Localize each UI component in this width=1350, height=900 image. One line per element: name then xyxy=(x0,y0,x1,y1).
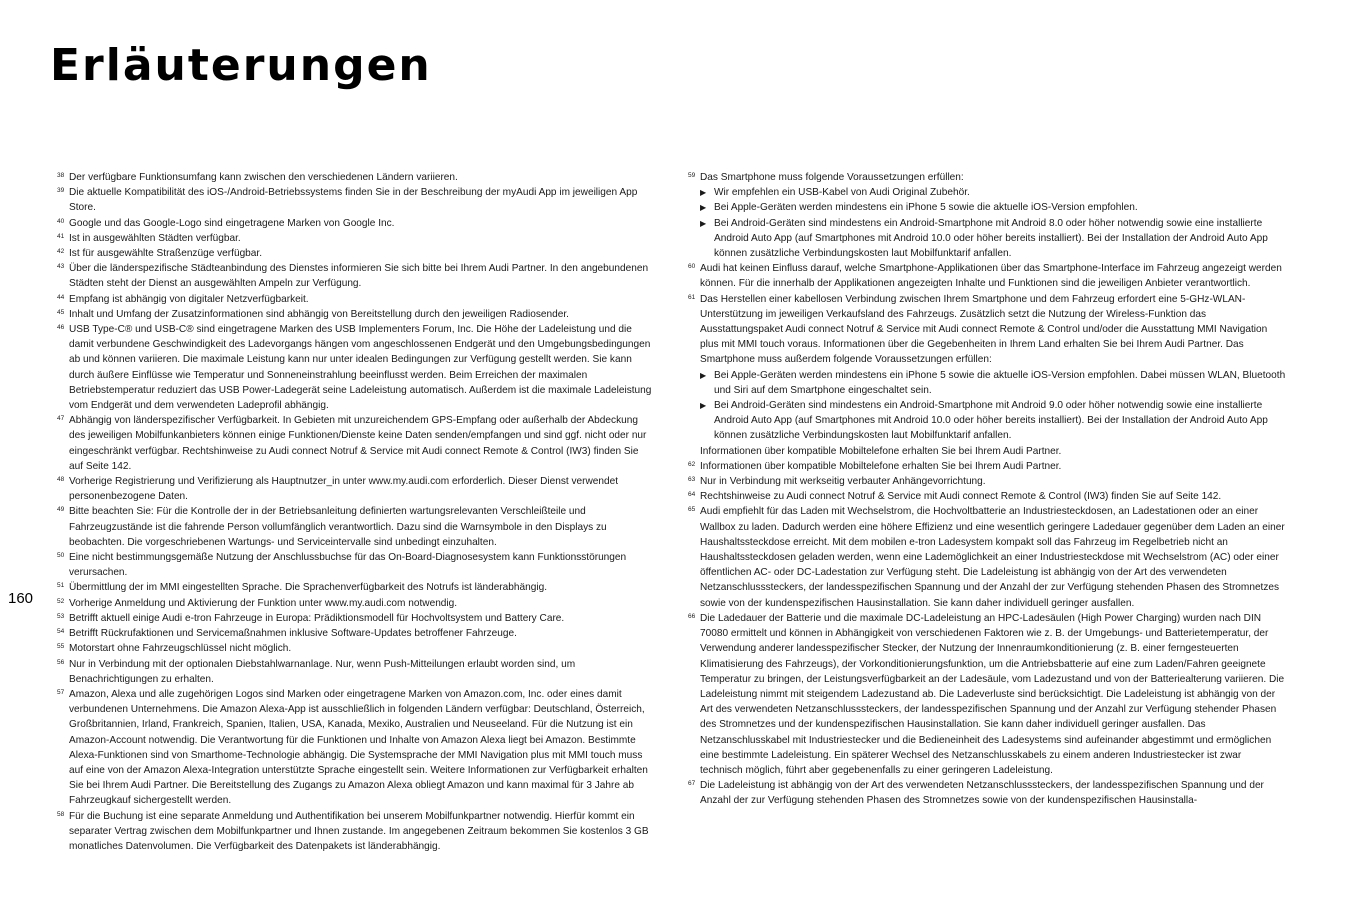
footnote-number: 63 xyxy=(688,476,696,484)
footnote xyxy=(688,261,1286,291)
arrow-bullet-icon: ▶ xyxy=(700,401,707,411)
footnote xyxy=(57,307,652,322)
footnote xyxy=(57,687,652,809)
footnote-text: Eine nicht bestimmungsgemäße Nutzung der Anschlussbuchse für das On-Board-Diagnosesystem kann Funktionsstörungen verursachen. xyxy=(69,552,627,579)
bullet-item xyxy=(700,200,1286,215)
footnote-number: 62 xyxy=(688,460,696,468)
footnote-text: USB Type-C® und USB-C® sind eingetragene Marken des USB Implementers Forum, Inc. Die Höhe der Ladeleistung und die damit verbundene Geschwindigkeit des Ladevorgangs hängen vom angeschlossenen Endgerät und den Umgebungsbedingungen ab und können variieren. Die maximale Leistung kann nur unter idealen Bedingungen zur Verfügung gestellt werden. Sie kann durch äußere Einflüsse wie Temperatur und Sonneneinstrahlung beeinflusst werden. Beim Erreichen der maximalen Betriebstemperatur reduziert das USB Power-Ladegerät seine Ladeleistung automatisch. Außerdem ist die maximale Ladeleistung vom Endgerät und dem verwendeten Ladeprofil abhängig. xyxy=(69,324,652,412)
footnote xyxy=(57,596,652,611)
footnote-number: 54 xyxy=(57,628,65,636)
footnote-number: 53 xyxy=(57,612,65,620)
page-number: 160 xyxy=(8,590,34,607)
footnote-number: 40 xyxy=(57,217,65,225)
footnote-number: 47 xyxy=(57,415,65,423)
footnote xyxy=(57,231,652,246)
footnote xyxy=(688,170,1286,261)
bullet-item xyxy=(700,368,1286,398)
footnote xyxy=(57,657,652,687)
bullet-item xyxy=(700,185,1286,200)
footnote xyxy=(57,292,652,307)
footnote-number: 38 xyxy=(57,172,65,179)
footnote xyxy=(688,489,1286,504)
footnote-text: Informationen über kompatible Mobiltelefone erhalten Sie bei Ihrem Audi Partner. xyxy=(700,460,1062,472)
footnote xyxy=(57,550,652,580)
footnote xyxy=(57,580,652,595)
footnote-number: 66 xyxy=(688,612,696,620)
footnote-text: Die Ladedauer der Batterie und die maximale DC-Ladeleistung an HPC-Ladesäulen (High Power Charging) wurden nach DIN 70080 ermittelt und können in Abhängigkeit von verschiedenen Faktoren wie z. B. der Umgebungs- und Batterietemperatur, der Verwendung anderer landesspezifischer Stecker, der Nutzung der Innenraumkonditionierung (z. B. einer ferngesteuerten Klimatisierung des Fahrzeugs), der Vorkonditionierungsfunktion, um die Antriebsbatterie auf eine zum Laden/Fahren geeignete Temperatur zu bringen, der Leistungsverfügbarkeit an der Ladesäule, vom Ladezustand und von der Batteriealterung variieren. Die Ladeleistung nimmt mit steigendem Ladezustand ab. Die Ladeverluste sind berücksichtigt. Die Ladeleistung ist abhängig von der Art des verwendeten Netzanschlusssteckers, der landesspezifischen Spannung und der Anzahl zur Verfügung stehender Phasen des Stromnetzes und der kundenspezifischen Hausinstallation. Sie kann daher individuell geringer ausfallen. Das Netzanschlusskabel mit Industriestecker und die Bedieneinheit des Ladesystems sind aufeinander abgestimmt und ermöglichen eine bestimmte Ladeleistung. Ein späterer Wechsel des Netzanschlusskabels zu einem anderen Industriestecker ist zwar technisch möglich, führt aber gegebenenfalls zu einer geringeren Ladeleistung. xyxy=(700,612,1285,776)
footnote xyxy=(57,641,652,656)
notes-column-left xyxy=(57,170,652,854)
footnote-text: Audi empfiehlt für das Laden mit Wechselstrom, die Hochvoltbatterie an Industriesteckdosen, an Ladestationen oder an einer Wallbox zu laden. Dadurch werden eine höhere Effizienz und eine wesentlich geringere Ladedauer gegenüber dem Laden an einer Haushaltssteckdose erreicht. Mit dem mobilen e-tron Ladesystem kompakt soll das Fahrzeug im Regelbetrieb nicht an Haushaltssteckdosen geladen werden, wenn eine Lademöglichkeit an einer Industriesteckdose mit Wechselstrom (AC) oder einer öffentlichen AC- oder DC-Ladestation zur Verfügung steht. Die Ladeleistung ist abhängig von der Art des verwendeten Netzanschlusssteckers, der landesspezifischen Spannung und der Anzahl der zur Verfügung stehenden Phasen des Stromnetzes sowie von der kundenspezifischen Hausinstallation. Sie kann daher individuell geringer ausfallen. xyxy=(700,506,1285,609)
footnote xyxy=(57,185,652,215)
footnote-text: Ist in ausgewählten Städten verfügbar. xyxy=(69,232,241,244)
footnote xyxy=(57,474,652,504)
notes-column-right xyxy=(688,170,1286,809)
footnote-number: 59 xyxy=(688,172,696,179)
footnote xyxy=(57,261,652,291)
footnote xyxy=(688,474,1286,489)
bullet-text: Bei Android-Geräten sind mindestens ein Android-Smartphone mit Android 8.0 oder höher notwendig sowie eine installierte Android Auto App (auf Smartphones mit Android 10.0 oder höher bereits installiert). Bei der Installation der Android Auto App können zusätzliche Verbindungskosten laut Mobilfunktarif anfallen. xyxy=(714,217,1268,260)
footnote-text: Empfang ist abhängig von digitaler Netzverfügbarkeit. xyxy=(69,293,309,305)
footnote-text: Amazon, Alexa und alle zugehörigen Logos sind Marken oder eingetragene Marken von Amazon.com, Inc. oder eines damit verbundenen Unternehmens. Die Amazon Alexa-App ist ausschließlich in folgenden Ländern verfügbar: Deutschland, Österreich, Großbritannien, Irland, Frankreich, Spanien, Italien, USA, Kanada, Mexiko, Australien und Neuseeland. Für die Nutzung ist ein Amazon-Account notwendig. Die Verantwortung für die Funktionen und Inhalte von Amazon Alexa liegt bei Amazon. Bestimmte Alexa-Funktionen sind von Smarthome-Technologie abhängig. Die Systemsprache der MMI Navigation plus mit MMI touch muss auf eine von der Amazon Alexa-Integration unterstützte Sprache eingestellt sein. Weitere Informationen zur Verfügbarkeit erhalten Sie bei Ihrem Audi Partner. Die Bereitstellung des Zugangs zu Amazon Alexa obliegt Amazon und kann maximal für 3 Jahre ab Fahrzeugkauf sichergestellt werden. xyxy=(69,688,648,807)
page-title: Erläuterungen xyxy=(50,40,432,91)
footnote-text: Audi hat keinen Einfluss darauf, welche Smartphone-Applikationen über das Smartphone-Interface im Fahrzeug angezeigt werden können. Für die innerhalb der Applikationen angezeigten Inhalte und Funktionen sind die jeweiligen Anbieter verantwortlich. xyxy=(700,263,1282,290)
footnote xyxy=(57,216,652,231)
footnote-text: Motorstart ohne Fahrzeugschlüssel nicht möglich. xyxy=(69,643,292,655)
footnote-text-continued: Informationen über kompatible Mobiltelefone erhalten Sie bei Ihrem Audi Partner. xyxy=(700,445,1062,457)
footnote-text: Google und das Google-Logo sind eingetragene Marken von Google Inc. xyxy=(69,217,395,229)
footnote-number: 61 xyxy=(688,293,696,301)
footnote-number: 42 xyxy=(57,248,65,256)
bullet-text: Bei Apple-Geräten werden mindestens ein iPhone 5 sowie die aktuelle iOS-Version empfohlen. xyxy=(714,202,1138,214)
footnote xyxy=(57,504,652,550)
arrow-bullet-icon: ▶ xyxy=(700,203,707,213)
footnote-text: Über die länderspezifische Städteanbindung des Dienstes informieren Sie sich bitte bei Ihrem Audi Partner. In den angebundenen Städten steht der Dienst an ausgewählten Ampeln zur Verfügung. xyxy=(69,263,649,290)
footnote-number: 56 xyxy=(57,658,65,666)
footnote-number: 57 xyxy=(57,688,65,696)
arrow-bullet-icon: ▶ xyxy=(700,218,707,228)
footnote-text: Nur in Verbindung mit werkseitig verbauter Anhängevorrichtung. xyxy=(700,476,986,488)
footnote-number: 52 xyxy=(57,597,65,605)
footnote-text: Abhängig von länderspezifischer Verfügbarkeit. In Gebieten mit unzureichendem GPS-Empfang oder außerhalb der Abdeckung des jeweiligen Mobilfunkanbieters können einige Funktionen/Dienste keine Daten senden/empfangen und sind ggf. nicht oder nur eingeschränkt verfügbar. Rechtshinweise zu Audi connect Notruf & Service mit Audi connect Remote & Control (IW3) finden Sie auf Seite 142. xyxy=(69,415,647,472)
footnote-number: 41 xyxy=(57,232,65,240)
footnote-text: Vorherige Anmeldung und Aktivierung der Funktion unter www.my.audi.com notwendig. xyxy=(69,597,458,609)
footnote xyxy=(688,611,1286,778)
footnote-text: Vorherige Registrierung und Verifizierung als Hauptnutzer_in unter www.my.audi.com erforderlich. Dieser Dienst verwendet personenbezogene Daten. xyxy=(69,476,619,503)
footnote xyxy=(57,809,652,855)
footnote-number: 45 xyxy=(57,308,65,316)
footnote-number: 46 xyxy=(57,324,65,332)
footnote-text: Der verfügbare Funktionsumfang kann zwischen den verschiedenen Ländern variieren. xyxy=(69,172,458,183)
footnote-number: 44 xyxy=(57,293,65,301)
arrow-bullet-icon: ▶ xyxy=(700,370,707,380)
footnote-number: 48 xyxy=(57,476,65,484)
footnote-text: Die Ladeleistung ist abhängig von der Art des verwendeten Netzanschlusssteckers, der landesspezifischen Spannung und der Anzahl der zur Verfügung stehenden Phasen des Stromnetzes sowie von der kundenspezifischen Hausinstalla- xyxy=(700,780,1264,807)
footnote-text: Bitte beachten Sie: Für die Kontrolle der in der Betriebsanleitung definierten wartungsrelevanten Verschleißteile und Fahrzeugzustände ist die fahrende Person vollumfänglich verantwortlich. Dazu sind die Warnsymbole in den Displays zu beobachten. Die vorgeschriebenen Wartungs- und Serviceintervalle sind unbedingt einzuhalten. xyxy=(69,506,607,548)
footnote-number: 55 xyxy=(57,643,65,651)
footnote xyxy=(57,170,652,185)
footnote-number: 60 xyxy=(688,263,696,271)
footnote-text: Rechtshinweise zu Audi connect Notruf & Service mit Audi connect Remote & Control (IW3) finden Sie auf Seite 142. xyxy=(700,491,1222,503)
footnote xyxy=(688,778,1286,808)
footnote-number: 65 xyxy=(688,506,696,514)
footnote xyxy=(57,246,652,261)
footnote-number: 64 xyxy=(688,491,696,499)
footnote-text: Das Herstellen einer kabellosen Verbindung zwischen Ihrem Smartphone und dem Fahrzeug erfordert eine 5-GHz-WLAN-Unterstützung im jeweiligen Verkaufsland des Fahrzeugs. Zusätzlich setzt die Nutzung der Wireless-Funktion das Ausstattungspaket Audi connect Notruf & Service mit Audi connect Remote & Control und/oder die Ausstattung MMI Navigation plus mit MMI touch voraus. Informationen über die Gegebenheiten in Ihrem Land erhalten Sie bei Ihrem Audi Partner. Das Smartphone muss außerdem folgende Voraussetzungen erfüllen: xyxy=(700,293,1268,366)
footnote xyxy=(57,322,652,413)
footnote-number: 58 xyxy=(57,810,65,818)
footnote-number: 50 xyxy=(57,552,65,560)
footnote-text: Für die Buchung ist eine separate Anmeldung und Authentifikation bei unserem Mobilfunkpartner notwendig. Hierfür kommt ein separater Vertrag zwischen dem Mobilfunkpartner und Ihnen zustande. Im angegebenen Zeitraum bekommen Sie kostenlos 3 GB monatliches Datenvolumen. Die Verfügbarkeit des Datenpakets ist länderabhängig. xyxy=(69,810,649,852)
footnote xyxy=(688,504,1286,610)
footnote-text: Nur in Verbindung mit der optionalen Diebstahlwarnanlage. Nur, wenn Push-Mitteilungen erlaubt worden sind, um Benachrichtigungen zu erhalten. xyxy=(69,658,576,685)
bullet-item xyxy=(700,216,1286,262)
footnote-number: 43 xyxy=(57,263,65,271)
footnote-text: Übermittlung der im MMI eingestellten Sprache. Die Sprachenverfügbarkeit des Notrufs ist länderabhängig. xyxy=(69,582,548,594)
footnote-text: Das Smartphone muss folgende Voraussetzungen erfüllen: xyxy=(700,172,964,183)
footnote-text: Ist für ausgewählte Straßenzüge verfügbar. xyxy=(69,248,263,260)
footnote xyxy=(57,611,652,626)
footnote xyxy=(688,292,1286,459)
footnote-number: 51 xyxy=(57,582,65,590)
footnote-number: 49 xyxy=(57,506,65,514)
bullet-text: Bei Apple-Geräten werden mindestens ein iPhone 5 sowie die aktuelle iOS-Version empfohlen. Dabei müssen WLAN, Bluetooth und Siri auf dem Smartphone eingeschaltet sein. xyxy=(714,369,1286,396)
footnote-text: Inhalt und Umfang der Zusatzinformationen sind abhängig von Bereitstellung durch den jeweiligen Radiosender. xyxy=(69,308,569,320)
arrow-bullet-icon: ▶ xyxy=(700,188,707,198)
footnote-text: Betrifft aktuell einige Audi e-tron Fahrzeuge in Europa: Prädiktionsmodell für Hochvoltsystem und Battery Care. xyxy=(69,612,565,624)
footnote-number: 67 xyxy=(688,780,696,788)
bullet-text: Bei Android-Geräten sind mindestens ein Android-Smartphone mit Android 9.0 oder höher notwendig sowie eine installierte Android Auto App (auf Smartphones mit Android 10.0 oder höher bereits installiert). Bei der Installation der Android Auto App können zusätzliche Verbindungskosten laut Mobilfunktarif anfallen. xyxy=(714,400,1268,442)
footnote xyxy=(688,459,1286,474)
bullet-item xyxy=(700,398,1286,444)
footnote-number: 39 xyxy=(57,187,65,195)
bullet-text: Wir empfehlen ein USB-Kabel von Audi Original Zubehör. xyxy=(714,187,970,199)
footnote-text: Die aktuelle Kompatibilität des iOS-/Android-Betriebssystems finden Sie in der Beschreibung der myAudi App im jeweiligen App Store. xyxy=(69,187,638,214)
footnote xyxy=(57,626,652,641)
footnote xyxy=(57,413,652,474)
footnote-text: Betrifft Rückrufaktionen und Servicemaßnahmen inklusive Software-Updates betroffener Fahrzeuge. xyxy=(69,628,517,640)
